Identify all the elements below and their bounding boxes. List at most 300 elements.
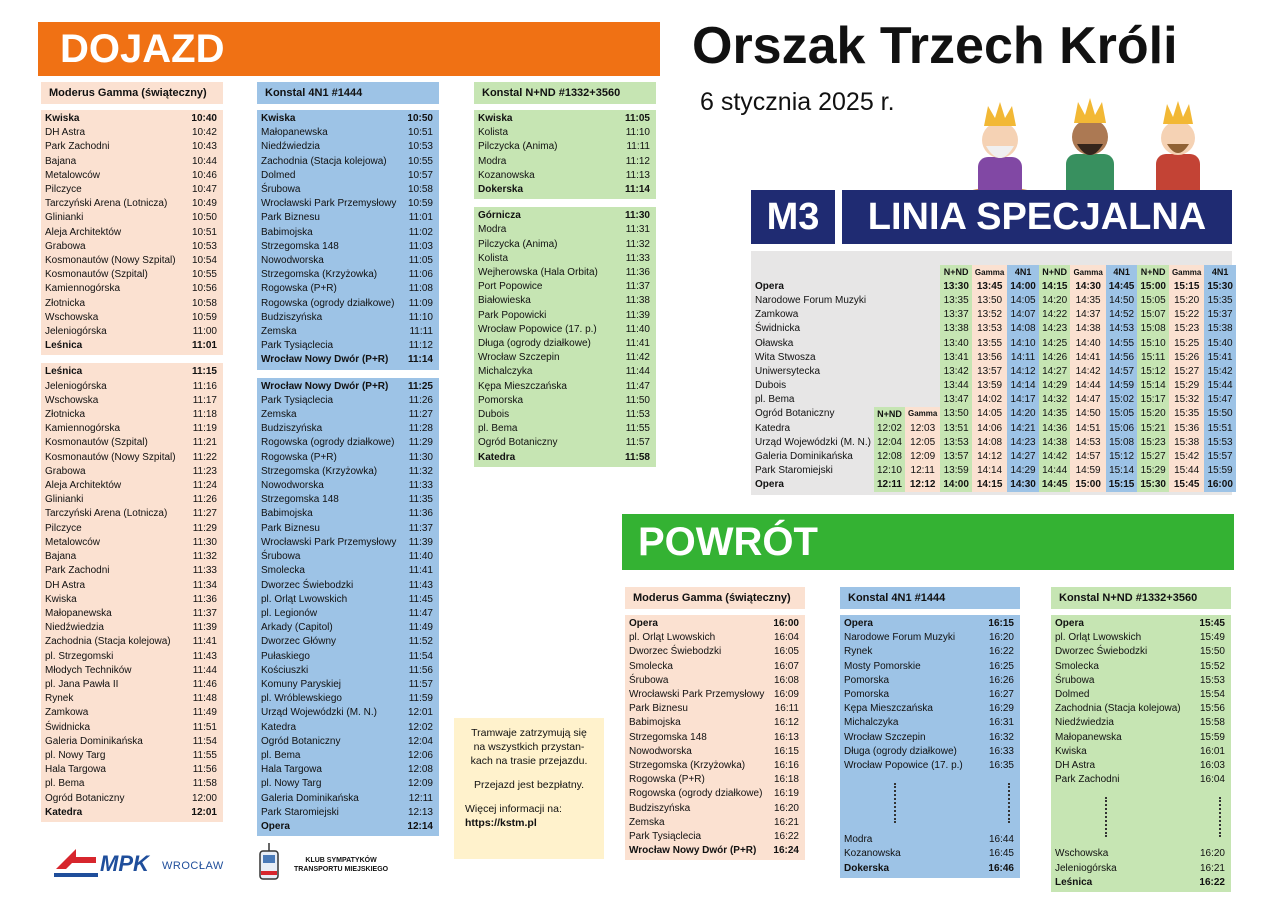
stop-name: pl. Bema (261, 749, 301, 761)
stop-name: Kościuszki (261, 664, 309, 676)
departure-time: 14:55 (1106, 336, 1138, 350)
departure-time: 15:26 (1169, 350, 1204, 364)
departure-time: 11:47 (625, 380, 650, 392)
stop-name: Modra (478, 224, 507, 236)
m3-code-box (751, 190, 835, 244)
vehicle-type: N+ND (1137, 265, 1169, 279)
departure-time: 11:24 (192, 480, 217, 492)
table-row (625, 617, 805, 631)
departure-time: 11:12 (625, 155, 650, 167)
departure-time: 13:38 (940, 322, 972, 336)
stop-name: Zamkowa (45, 707, 89, 719)
stop-name: Jeleniogórska (1055, 862, 1117, 874)
departure-time: 12:03 (905, 421, 940, 435)
spacer (874, 308, 905, 322)
vehicle-type: Gamma (905, 407, 940, 421)
departure-time: 16:19 (773, 788, 799, 800)
departure-time: 15:47 (1204, 393, 1236, 407)
departure-time: 11:08 (408, 283, 433, 295)
table-row (41, 522, 223, 536)
timetable-title: Moderus Gamma (świąteczny) (41, 82, 223, 104)
departure-time: 16:16 (773, 760, 799, 772)
table-row (257, 197, 439, 211)
departure-time: 15:29 (1169, 379, 1204, 393)
table-row (257, 550, 439, 564)
stop-name: Grabowa (45, 240, 86, 252)
timetable-block (41, 110, 223, 355)
departure-time: 13:30 (940, 279, 972, 293)
departure-time: 14:08 (1007, 322, 1039, 336)
table-row (625, 787, 805, 801)
stop-name: Bajana (45, 551, 77, 563)
stop-name: DH Astra (45, 127, 86, 139)
departure-time: 11:52 (408, 636, 433, 648)
stop-name: Pilczyce (45, 184, 82, 196)
mpk-logo (52, 843, 232, 879)
stop-name: Rogowska (ogrody działkowe) (261, 437, 395, 449)
table-row (257, 706, 439, 720)
departure-time: 11:16 (192, 380, 217, 392)
stop-name: Jeleniogórska (45, 326, 107, 338)
departure-time: 12:02 (874, 421, 905, 435)
stop-name: Rogowska (P+R) (261, 283, 337, 295)
departure-time: 10:58 (191, 297, 217, 309)
spacer (874, 379, 905, 393)
departure-time: 14:15 (972, 478, 1007, 492)
departure-time: 10:43 (191, 141, 217, 153)
dojazd-nnd-timetable (474, 82, 656, 467)
departure-time: 15:22 (1169, 308, 1204, 322)
table-row (1051, 759, 1231, 773)
stop-name: Wita Stwosza (755, 351, 816, 363)
stop-name: Wrocławski Park Przemysłowy (629, 689, 765, 701)
departure-time: 15:25 (1169, 336, 1204, 350)
departure-time: 14:59 (1070, 464, 1105, 478)
departure-time: 15:54 (1199, 689, 1225, 701)
table-row (257, 721, 439, 735)
table-row (257, 282, 439, 296)
timetable-block (840, 831, 1020, 878)
table-row (840, 631, 1020, 645)
departure-time: 16:32 (988, 731, 1014, 743)
table-row (840, 660, 1020, 674)
departure-time: 14:20 (1039, 293, 1071, 307)
table-row (257, 749, 439, 763)
table-row (751, 364, 1236, 378)
table-row (41, 735, 223, 749)
table-row (257, 820, 439, 834)
departure-time: 11:49 (408, 622, 433, 634)
table-row (840, 674, 1020, 688)
stop-name: Kępa Mieszczańska (844, 703, 933, 715)
departure-time: 16:00 (773, 618, 799, 629)
departure-time: 15:37 (1204, 308, 1236, 322)
stop-name: Leśnica (45, 340, 83, 352)
departure-time: 13:42 (940, 364, 972, 378)
table-row (41, 536, 223, 550)
spacer (905, 279, 940, 293)
stop-name: Nowodworska (629, 745, 692, 757)
info-free-note: Przejazd jest bezpłatny. (473, 779, 585, 791)
route-continuation-dots (1051, 789, 1231, 845)
stop-name: Katedra (45, 806, 83, 818)
timetable-block (474, 110, 656, 199)
departure-time: 16:22 (773, 831, 799, 843)
departure-time: 14:00 (1007, 279, 1039, 293)
departure-time: 13:53 (972, 322, 1007, 336)
stop-name: pl. Bema (478, 423, 518, 435)
table-row (474, 351, 656, 365)
stop-name: Urząd Wojewódzki (M. N.) (261, 707, 377, 719)
table-row (474, 126, 656, 140)
departure-time: 12:00 (191, 792, 217, 804)
table-row (474, 155, 656, 169)
table-row (840, 862, 1020, 876)
stop-name: Kozanowska (478, 169, 535, 181)
club-logo-text (294, 856, 388, 874)
departure-time: 11:51 (192, 721, 217, 733)
table-row (257, 678, 439, 692)
departure-time: 16:07 (773, 660, 799, 672)
table-row (840, 759, 1020, 773)
stop-name: Dolmed (261, 169, 296, 181)
timetable-title: Konstal N+ND #1332+3560 (1051, 587, 1231, 609)
departure-time: 15:49 (1199, 632, 1225, 644)
departure-time: 14:38 (1039, 435, 1071, 449)
departure-time: 11:44 (625, 366, 650, 378)
departure-time: 14:29 (1039, 379, 1071, 393)
club-logo-line2: TRANSPORTU MIEJSKIEGO (294, 866, 389, 873)
departure-time: 12:04 (407, 735, 433, 747)
departure-time: 15:05 (1106, 407, 1138, 421)
table-row (41, 493, 223, 507)
stop-name: pl. Orląt Lwowskich (1055, 632, 1142, 644)
stop-name: Pomorska (844, 689, 890, 701)
departure-time: 13:51 (940, 421, 972, 435)
departure-time: 11:45 (408, 593, 433, 605)
departure-time: 11:27 (192, 508, 217, 520)
departure-time: 11:39 (408, 536, 433, 548)
departure-time: 13:35 (940, 293, 972, 307)
departure-time: 15:15 (1169, 279, 1204, 293)
stop-name: Dworzec Świebodzki (629, 646, 722, 658)
table-row (41, 408, 223, 422)
stop-name: Tarczyński Arena (Lotnicza) (45, 198, 168, 210)
departure-time: 13:44 (940, 379, 972, 393)
departure-time: 12:05 (905, 435, 940, 449)
stop-name: Wrocław Nowy Dwór (P+R) (261, 354, 389, 366)
stop-name: Rogowska (P+R) (629, 774, 705, 786)
departure-time: 15:17 (1137, 393, 1169, 407)
departure-time: 15:08 (1137, 322, 1169, 336)
departure-time: 14:35 (1039, 407, 1071, 421)
departure-time: 11:54 (192, 735, 217, 747)
m3-type-row (751, 265, 1236, 279)
event-date: 6 stycznia 2025 r. (700, 88, 895, 116)
departure-time: 11:05 (408, 255, 433, 267)
table-row (41, 297, 223, 311)
departure-time: 14:21 (1007, 421, 1039, 435)
stop-name: Strzegomska (Krzyżowka) (261, 269, 378, 281)
table-row (1051, 862, 1231, 876)
stop-name: Rogowska (ogrody działkowe) (261, 297, 395, 309)
departure-time: 11:30 (408, 451, 433, 463)
stop-name: Opera (1055, 618, 1084, 629)
table-row (751, 293, 1236, 307)
table-row (41, 140, 223, 154)
stop-name: Narodowe Forum Muzyki (755, 294, 867, 306)
departure-time: 11:54 (408, 650, 433, 662)
departure-time: 12:06 (407, 749, 433, 761)
info-more-label: Więcej informacji na: (465, 803, 562, 815)
table-row (625, 844, 805, 858)
stop-name: Hala Targowa (45, 764, 106, 776)
table-row (1051, 745, 1231, 759)
table-row (257, 522, 439, 536)
departure-time: 12:08 (874, 449, 905, 463)
departure-time: 13:56 (972, 350, 1007, 364)
table-row (257, 777, 439, 791)
table-row (625, 830, 805, 844)
stop-name: Kozanowska (844, 848, 901, 860)
table-row (840, 645, 1020, 659)
stop-name: Złotnicka (45, 297, 86, 309)
table-row (41, 706, 223, 720)
departure-time: 16:09 (773, 689, 799, 701)
departure-time: 15:40 (1204, 336, 1236, 350)
stop-name: Niedźwiedzia (261, 141, 320, 153)
table-row (41, 197, 223, 211)
table-row (257, 240, 439, 254)
table-row (257, 564, 439, 578)
stop-name: Opera (844, 618, 873, 629)
mpk-logo-main: MPK (100, 851, 149, 876)
spacer (874, 364, 905, 378)
departure-time: 14:42 (1039, 449, 1071, 463)
departure-time: 11:50 (625, 394, 650, 406)
departure-time: 14:26 (1039, 350, 1071, 364)
spacer (874, 265, 905, 279)
stop-name: Wrocławski Park Przemysłowy (261, 536, 397, 548)
departure-time: 11:14 (624, 184, 650, 196)
table-row (625, 702, 805, 716)
stop-name: Leśnica (1055, 876, 1093, 888)
departure-time: 16:04 (773, 632, 799, 644)
stop-name: Zachodnia (Stacja kolejowa) (1055, 703, 1181, 715)
table-row (41, 564, 223, 578)
vehicle-type: Gamma (972, 265, 1007, 279)
stop-name: Świdnicka (755, 323, 801, 335)
stop-name: Kępa Mieszczańska (478, 380, 567, 392)
departure-time: 15:56 (1199, 703, 1225, 715)
departure-time: 10:53 (191, 240, 217, 252)
table-row (840, 745, 1020, 759)
departure-time: 11:53 (625, 409, 650, 421)
stop-name: Dokerska (478, 184, 524, 196)
table-row (41, 394, 223, 408)
stop-name: Uniwersytecka (755, 365, 821, 377)
table-row (1051, 702, 1231, 716)
club-logo-line1: KLUB SYMPATYKÓW (305, 857, 377, 864)
stop-name: Babimojska (261, 226, 313, 238)
departure-time: 14:45 (1039, 478, 1071, 492)
departure-time: 11:10 (408, 311, 433, 323)
table-row (41, 183, 223, 197)
departure-time: 11:34 (192, 579, 217, 591)
departure-time: 15:20 (1137, 407, 1169, 421)
table-row (474, 394, 656, 408)
stop-name: Zemska (261, 326, 297, 338)
departure-time: 15:30 (1137, 478, 1169, 492)
stop-name: Park Biznesu (261, 212, 320, 224)
table-row (257, 493, 439, 507)
table-row (41, 240, 223, 254)
stop-name: Małopanewska (45, 607, 112, 619)
departure-time: 14:53 (1070, 435, 1105, 449)
table-row (41, 806, 223, 820)
departure-time: 14:30 (1070, 279, 1105, 293)
stop-name: Małopanewska (1055, 731, 1122, 743)
departure-time: 10:53 (407, 141, 433, 153)
departure-time: 15:35 (1169, 407, 1204, 421)
departure-time: 15:00 (1137, 279, 1169, 293)
tram-icon (258, 843, 280, 883)
table-row (41, 422, 223, 436)
table-row (474, 209, 656, 223)
stop-name: Zemska (261, 409, 297, 421)
departure-time: 16:13 (773, 731, 799, 743)
stop-name: Opera (261, 820, 290, 832)
stop-name: Małopanewska (261, 127, 328, 139)
stop-name: Nowodworska (261, 255, 324, 267)
departure-time: 14:30 (1007, 478, 1039, 492)
stop-name: Galeria Dominikańska (261, 792, 359, 804)
timetable-block (41, 363, 223, 822)
table-row (257, 607, 439, 621)
table-row (41, 465, 223, 479)
table-row (257, 507, 439, 521)
departure-time: 11:36 (625, 267, 650, 279)
departure-time: 16:27 (988, 689, 1014, 701)
spacer (874, 279, 905, 293)
departure-time: 13:45 (972, 279, 1007, 293)
spacer (905, 350, 940, 364)
table-row (41, 507, 223, 521)
table-row (257, 408, 439, 422)
departure-time: 10:51 (191, 226, 217, 238)
stop-name: pl. Orląt Lwowskich (629, 632, 716, 644)
departure-time: 16:20 (988, 632, 1014, 644)
departure-time: 11:01 (408, 212, 433, 224)
departure-time: 11:56 (192, 764, 217, 776)
table-row (625, 816, 805, 830)
departure-time: 11:00 (192, 326, 217, 338)
departure-time: 16:21 (1199, 862, 1225, 874)
stop-name: Wrocław Szczepin (844, 731, 926, 743)
stop-name: Niedźwiedzia (45, 622, 104, 634)
vehicle-type: N+ND (1039, 265, 1071, 279)
stop-name: Aleja Architektów (45, 480, 122, 492)
departure-time: 11:59 (408, 693, 433, 705)
spacer (874, 322, 905, 336)
table-row (41, 211, 223, 225)
stop-name: Białowieska (478, 295, 531, 307)
departure-time: 15:57 (1204, 449, 1236, 463)
departure-time: 11:12 (408, 340, 433, 352)
table-row (257, 226, 439, 240)
timetable-block (840, 615, 1020, 775)
table-row (257, 311, 439, 325)
departure-time: 11:40 (408, 551, 433, 563)
departure-time: 11:39 (625, 309, 650, 321)
table-row (257, 112, 439, 126)
table-row (474, 436, 656, 450)
stop-name: Złotnicka (45, 409, 86, 421)
table-row (257, 422, 439, 436)
departure-time: 15:45 (1169, 478, 1204, 492)
departure-time: 14:37 (1070, 308, 1105, 322)
departure-time: 13:40 (940, 336, 972, 350)
stop-name: Budziszyńska (261, 311, 323, 323)
departure-time: 15:23 (1137, 435, 1169, 449)
table-row (257, 621, 439, 635)
timetable-block (1051, 615, 1231, 789)
m3-code: M3 (766, 195, 820, 238)
table-row (41, 635, 223, 649)
stop-name: Smolecka (1055, 660, 1099, 672)
stop-name: Kwiska (45, 593, 77, 605)
table-row (257, 436, 439, 450)
spacer (905, 265, 940, 279)
stop-name: Kolista (478, 127, 509, 139)
departure-time: 11:32 (192, 551, 217, 563)
stop-name: Urząd Wojewódzki (M. N.) (755, 436, 871, 448)
departure-time: 14:05 (1007, 293, 1039, 307)
spacer (905, 379, 940, 393)
departure-time: 12:01 (407, 707, 433, 719)
stop-name: Park Tysiąclecia (261, 340, 334, 352)
stop-name: Modra (478, 155, 507, 167)
stop-name: Metalowców (45, 536, 101, 548)
table-row (474, 323, 656, 337)
stop-name: pl. Wróblewskiego (261, 693, 342, 705)
departure-time: 11:36 (192, 593, 217, 605)
table-row (257, 465, 439, 479)
stop-name: Michalczyka (844, 717, 899, 729)
departure-time: 16:44 (988, 834, 1014, 846)
info-link[interactable]: https://kstm.pl (465, 817, 537, 829)
stop-name: Glinianki (45, 212, 84, 224)
table-row (625, 731, 805, 745)
table-row (1051, 731, 1231, 745)
stop-name: Mosty Pomorskie (844, 660, 921, 672)
stop-name: Bajana (45, 155, 77, 167)
departure-time: 15:51 (1204, 421, 1236, 435)
stop-name: Kosmonautów (Nowy Szpital) (45, 451, 176, 463)
departure-time: 15:10 (1137, 336, 1169, 350)
table-row (41, 692, 223, 706)
vehicle-type: Gamma (1070, 265, 1105, 279)
departure-time: 14:45 (1106, 279, 1138, 293)
departure-time: 13:52 (972, 308, 1007, 322)
departure-time: 14:22 (1039, 308, 1071, 322)
table-row (474, 223, 656, 237)
departure-time: 14:08 (972, 435, 1007, 449)
departure-time: 15:27 (1137, 449, 1169, 463)
departure-time: 13:47 (940, 393, 972, 407)
spacer (874, 293, 905, 307)
stop-name: Kosmonautów (Szpital) (45, 269, 148, 281)
